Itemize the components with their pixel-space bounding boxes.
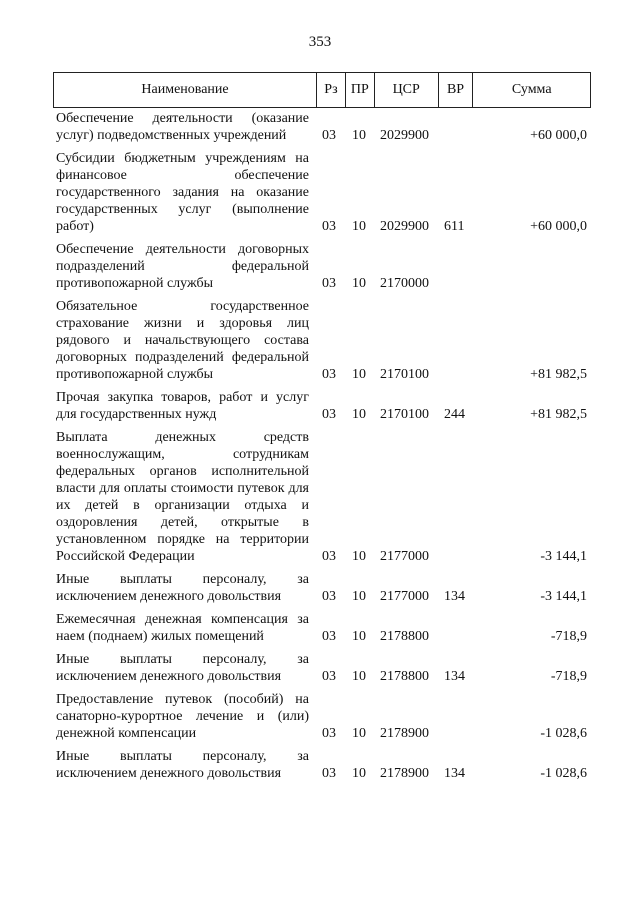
row-rz: 03 [322, 276, 336, 291]
row-csr: 2029900 [380, 128, 429, 143]
row-csr: 2178900 [380, 766, 429, 781]
row-csr: 2170100 [380, 367, 429, 382]
header-pr: ПР [346, 73, 375, 107]
row-name: Иные выплаты персоналу, за исключением денежного довольствия [56, 652, 309, 684]
header-csr: ЦСР [375, 73, 439, 107]
header-name: Наименование [54, 73, 317, 107]
row-csr: 2170100 [380, 407, 429, 422]
row-csr: 2178900 [380, 726, 429, 741]
row-sum: -3 144,1 [540, 549, 587, 564]
row-csr: 2178800 [380, 669, 429, 684]
row-name: Предоставление путевок (пособий) на санаторно-курортное лечение и (или) денежной компенсации [56, 692, 309, 741]
table-row [56, 298, 591, 383]
table-row [56, 571, 591, 605]
table-row [56, 241, 591, 292]
page-number: 353 [308, 34, 332, 50]
table-row [56, 389, 591, 423]
table-header [53, 72, 591, 108]
row-rz: 03 [322, 629, 336, 644]
row-csr: 2177000 [380, 589, 429, 604]
row-pr: 10 [352, 726, 366, 741]
row-name: Обязательное государственное страхование жизни и здоровья лиц рядового и начальствующего состава договорных подразделений федеральной противопожарной службы [56, 299, 309, 382]
table-row [56, 748, 591, 782]
row-sum: +60 000,0 [530, 128, 587, 143]
table-row [56, 429, 591, 565]
row-name: Ежемесячная денежная компенсация за наем (поднаем) жилых помещений [56, 612, 309, 644]
row-vr: 134 [444, 766, 465, 781]
table-row [56, 110, 591, 144]
row-rz: 03 [322, 367, 336, 382]
row-rz: 03 [322, 219, 336, 234]
table-body [56, 110, 591, 788]
row-pr: 10 [352, 367, 366, 382]
row-pr: 10 [352, 407, 366, 422]
row-pr: 10 [352, 766, 366, 781]
row-vr: 134 [444, 669, 465, 684]
row-csr: 2178800 [380, 629, 429, 644]
header-rz: Рз [317, 73, 346, 107]
row-rz: 03 [322, 549, 336, 564]
row-sum: +81 982,5 [530, 407, 587, 422]
table-row [56, 150, 591, 235]
row-name: Иные выплаты персоналу, за исключением денежного довольствия [56, 572, 309, 604]
row-name: Обеспечение деятельности договорных подразделений федеральной противопожарной службы [56, 242, 309, 291]
row-sum: -718,9 [550, 669, 587, 684]
row-rz: 03 [322, 766, 336, 781]
row-name: Субсидии бюджетным учреждениям на финансовое обеспечение государственного задания на оказание государственных услуг (выполнение работ) [56, 151, 309, 234]
row-csr: 2170000 [380, 276, 429, 291]
row-sum: +81 982,5 [530, 367, 587, 382]
row-rz: 03 [322, 726, 336, 741]
row-name: Обеспечение деятельности (оказание услуг) подведомственных учреждений [56, 111, 309, 143]
row-sum: +60 000,0 [530, 219, 587, 234]
header-vr: ВР [439, 73, 474, 107]
row-rz: 03 [322, 407, 336, 422]
row-pr: 10 [352, 669, 366, 684]
row-pr: 10 [352, 128, 366, 143]
row-pr: 10 [352, 589, 366, 604]
row-pr: 10 [352, 219, 366, 234]
row-rz: 03 [322, 669, 336, 684]
row-sum: -718,9 [550, 629, 587, 644]
row-csr: 2029900 [380, 219, 429, 234]
row-name: Выплата денежных средств военнослужащим, сотрудникам федеральных органов исполнительной власти для оплаты стоимости путевок для их детей в организации отдыха и оздоровления детей, открытые в установленном порядке на территории Российской Федерации [56, 430, 309, 564]
row-pr: 10 [352, 276, 366, 291]
row-pr: 10 [352, 549, 366, 564]
row-vr: 244 [444, 407, 465, 422]
row-sum: -3 144,1 [540, 589, 587, 604]
table-row [56, 651, 591, 685]
row-vr: 134 [444, 589, 465, 604]
row-sum: -1 028,6 [540, 726, 587, 741]
row-vr: 611 [444, 219, 465, 234]
row-csr: 2177000 [380, 549, 429, 564]
header-sum: Сумма [511, 82, 552, 97]
row-name: Прочая закупка товаров, работ и услуг для государственных нужд [56, 390, 309, 422]
row-name: Иные выплаты персоналу, за исключением денежного довольствия [56, 749, 309, 781]
row-pr: 10 [352, 629, 366, 644]
table-row [56, 611, 591, 645]
row-rz: 03 [322, 589, 336, 604]
table-row [56, 691, 591, 742]
row-rz: 03 [322, 128, 336, 143]
row-sum: -1 028,6 [540, 766, 587, 781]
